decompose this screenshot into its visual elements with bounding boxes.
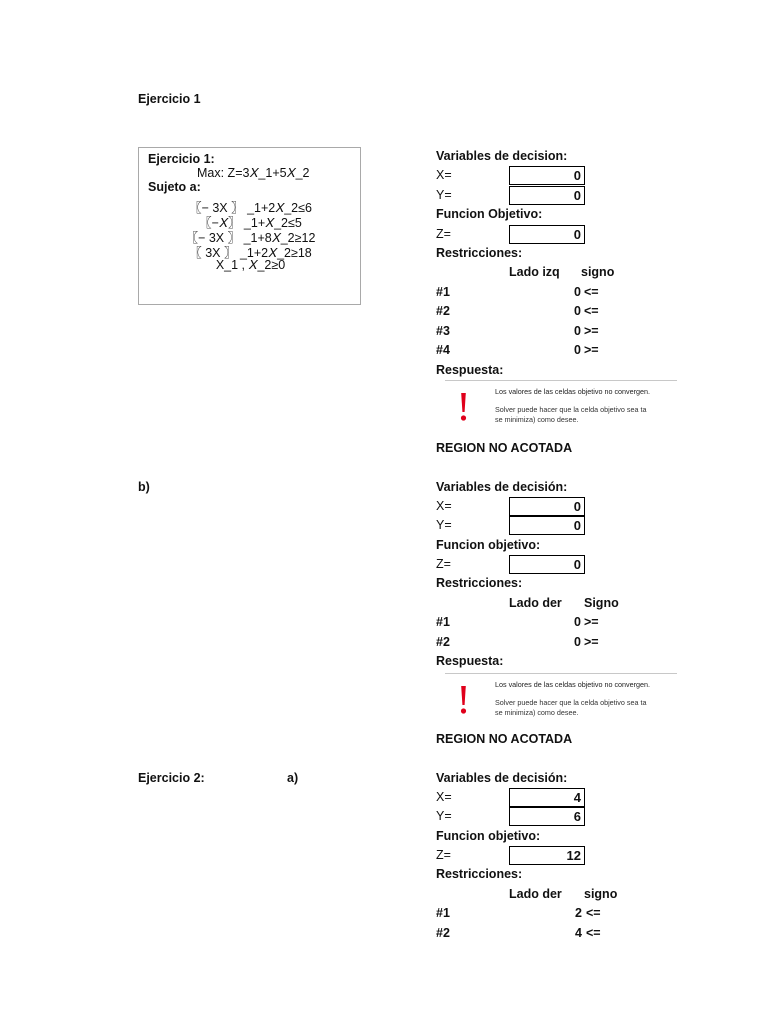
s1-row-3-value: 0: [574, 324, 581, 338]
constraint-3: 〖− 3X 〗 _1+8𝑋_2≥12: [185, 231, 316, 245]
s1-solver-message: [445, 380, 677, 430]
s2-message-title: Los valores de las celdas objetivo no convergen.: [495, 680, 651, 689]
s1-variables-header: Variables de decision:: [436, 149, 568, 163]
s1-message-line-3: se minimiza) como desee.: [495, 415, 579, 424]
s3-row-1-id: #1: [436, 906, 450, 920]
s2-row-1-id: #1: [436, 615, 450, 629]
s3-col-sign: signo: [584, 887, 618, 901]
s2-message-line-3: se minimiza) como desee.: [495, 708, 579, 717]
s3-label: Ejercicio 2:: [138, 771, 205, 785]
problem-title: Ejercicio 1:: [148, 152, 215, 166]
s2-result: REGION NO ACOTADA: [436, 732, 573, 745]
s1-col-sign: signo: [581, 265, 615, 279]
s1-message-divider: [445, 380, 677, 381]
s3-row-2-id: #2: [436, 926, 450, 940]
s1-z-cell[interactable]: 0: [509, 225, 585, 244]
s1-result: REGION NO ACOTADA: [436, 441, 573, 455]
s2-row-2-id: #2: [436, 635, 450, 649]
s3-row-2-value: 4: [575, 926, 582, 940]
s3-z-cell[interactable]: 12: [509, 846, 585, 865]
exclamation-icon: [460, 393, 467, 422]
s2-message-divider: [445, 673, 677, 674]
s2-x-cell[interactable]: 0: [509, 497, 585, 516]
constraint-2: 〖−𝑋〗 _1+𝑋_2≤5: [199, 216, 302, 230]
s1-message-line-2: Solver puede hacer que la celda objetivo sea ta: [495, 405, 647, 414]
s1-message-title: Los valores de las celdas objetivo no convergen.: [495, 387, 651, 396]
constraint-1: 〖− 3X 〗 _1+2𝑋_2≤6: [189, 201, 312, 215]
s1-row-1-sign: <=: [584, 285, 599, 299]
s3-col-lhs: Lado der: [509, 887, 562, 901]
s1-objective-header: Funcion Objetivo:: [436, 207, 543, 221]
s1-row-4-value: 0: [574, 343, 581, 357]
s1-row-2-id: #2: [436, 304, 450, 318]
s1-row-4-id: #4: [436, 343, 450, 357]
s1-col-lhs: Lado izq: [509, 265, 560, 279]
s3-x-cell[interactable]: 4: [509, 788, 585, 807]
s2-col-sign: Signo: [584, 596, 619, 610]
s3-objective-header: Funcion objetivo:: [436, 829, 541, 843]
s1-x-cell[interactable]: 0: [509, 166, 585, 185]
s2-row-1-value: 0: [574, 615, 581, 629]
s1-restrictions-header: Restricciones:: [436, 246, 523, 260]
s2-variables-header: Variables de decisión:: [436, 480, 568, 494]
s2-restrictions-header: Restricciones:: [436, 576, 523, 590]
s3-z-label: Z=: [436, 848, 451, 862]
s1-row-3-id: #3: [436, 324, 450, 338]
s3-variables-header: Variables de decisión:: [436, 771, 568, 785]
s2-solver-message: [445, 673, 677, 723]
s1-z-label: Z=: [436, 227, 451, 241]
s3-y-label: Y=: [436, 809, 452, 823]
objective-function: Max: Z=3𝑋_1+5𝑋_2: [197, 166, 310, 180]
problem-statement-box: [138, 147, 361, 305]
s2-row-1-sign: >=: [584, 615, 599, 629]
s2-label: b): [138, 480, 150, 494]
s1-row-1-id: #1: [436, 285, 450, 299]
constraint-4: 〖 3X 〗 _1+2𝑋_2≥18: [189, 246, 312, 260]
s2-message-line-2: Solver puede hacer que la celda objetivo sea ta: [495, 698, 647, 707]
s2-x-label: X=: [436, 499, 452, 513]
s3-restrictions-header: Restricciones:: [436, 867, 523, 881]
s1-row-1-value: 0: [574, 285, 581, 299]
s1-x-label: X=: [436, 168, 452, 182]
s3-row-2-sign: <=: [586, 926, 601, 940]
s2-answer-header: Respuesta:: [436, 654, 504, 668]
s3-sublabel: a): [287, 771, 299, 785]
s2-z-label: Z=: [436, 557, 451, 571]
s1-row-2-sign: <=: [584, 304, 599, 318]
s1-y-label: Y=: [436, 188, 452, 202]
s2-row-2-sign: >=: [584, 635, 599, 649]
s2-y-cell[interactable]: 0: [509, 516, 585, 535]
s3-y-cell[interactable]: 6: [509, 807, 585, 826]
s3-row-1-value: 2: [575, 906, 582, 920]
subject-to-label: Sujeto a:: [148, 180, 201, 194]
s3-row-1-sign: <=: [586, 906, 601, 920]
s2-row-2-value: 0: [574, 635, 581, 649]
s1-row-4-sign: >=: [584, 343, 599, 357]
s1-row-2-value: 0: [574, 304, 581, 318]
s1-row-3-sign: >=: [584, 324, 599, 338]
s2-objective-header: Funcion objetivo:: [436, 538, 541, 552]
s1-y-cell[interactable]: 0: [509, 186, 585, 205]
s2-z-cell[interactable]: 0: [509, 555, 585, 574]
constraint-nonneg: X_1 , 𝑋_2≥0: [215, 258, 286, 272]
s3-x-label: X=: [436, 790, 452, 804]
s2-y-label: Y=: [436, 518, 452, 532]
s2-col-lhs: Lado der: [509, 596, 562, 610]
page-heading: Ejercicio 1: [138, 92, 201, 106]
s1-answer-header: Respuesta:: [436, 363, 504, 377]
exclamation-icon: [460, 686, 467, 715]
